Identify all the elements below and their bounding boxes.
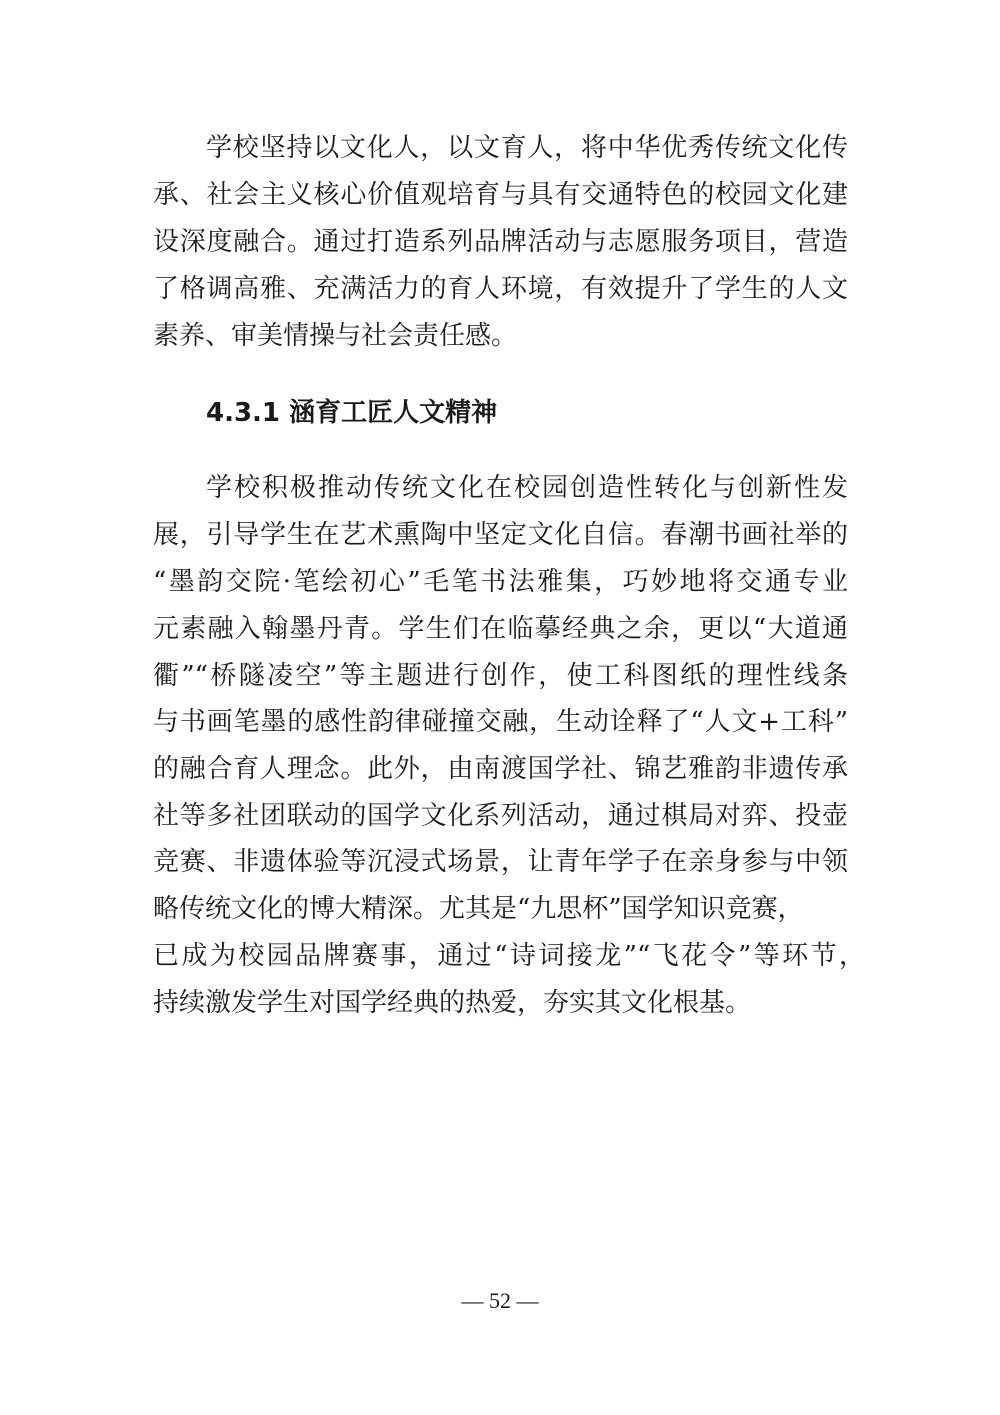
- paragraph-1-line: 设深度融合。通过打造系列品牌活动与志愿服务项目，营造: [153, 227, 848, 257]
- paragraph-2-line: “墨韵交院·笔绘初心”毛笔书法雅集，巧妙地将交通专业: [153, 567, 848, 597]
- paragraph-2-line: 竞赛、非遗体验等沉浸式场景，让青年学子在亲身参与中领: [153, 847, 848, 877]
- paragraph-1-line: 了格调高雅、充满活力的育人环境，有效提升了学生的人文: [153, 274, 848, 304]
- paragraph-1-line: 学校坚持以文化人，以文育人，将中华优秀传统文化传: [206, 133, 848, 163]
- paragraph-2-line: 社等多社团联动的国学文化系列活动，通过棋局对弈、投壶: [153, 801, 848, 831]
- paragraph-2-line: 持续激发学生对国学经典的热爱，夯实其文化根基。: [153, 988, 752, 1018]
- paragraph-2-line: 展，引导学生在艺术熏陶中坚定文化自信。春潮书画社举的: [153, 520, 848, 550]
- paragraph-2-line: 与书画笔墨的感性韵律碰撞交融，生动诠释了“人文+工科”: [153, 707, 848, 737]
- paragraph-2-line: 元素融入翰墨丹青。学生们在临摹经典之余，更以“大道通: [153, 614, 848, 644]
- section-heading: 4.3.1 涵育工匠人文精神: [206, 398, 498, 428]
- paragraph-2-line: 已成为校园品牌赛事，通过“诗词接龙”“飞花令”等环节，: [153, 941, 865, 971]
- paragraph-2-line: 学校积极推动传统文化在校园创造性转化与创新性发: [206, 473, 848, 503]
- page-number: — 52 —: [461, 1288, 539, 1313]
- paragraph-1-line: 素养、审美情操与社会责任感。: [153, 321, 518, 351]
- paragraph-2-line: 衢”“桥隧凌空”等主题进行创作，使工科图纸的理性线条: [153, 661, 848, 691]
- paragraph-2-line: 略传统文化的博大精深。尤其是“九思杯”国学知识竞赛，: [153, 894, 804, 924]
- paragraph-1-line: 承、社会主义核心价值观培育与具有交通特色的校园文化建: [153, 180, 848, 210]
- paragraph-2-line: 的融合育人理念。此外，由南渡国学社、锦艺雅韵非遗传承: [153, 754, 848, 784]
